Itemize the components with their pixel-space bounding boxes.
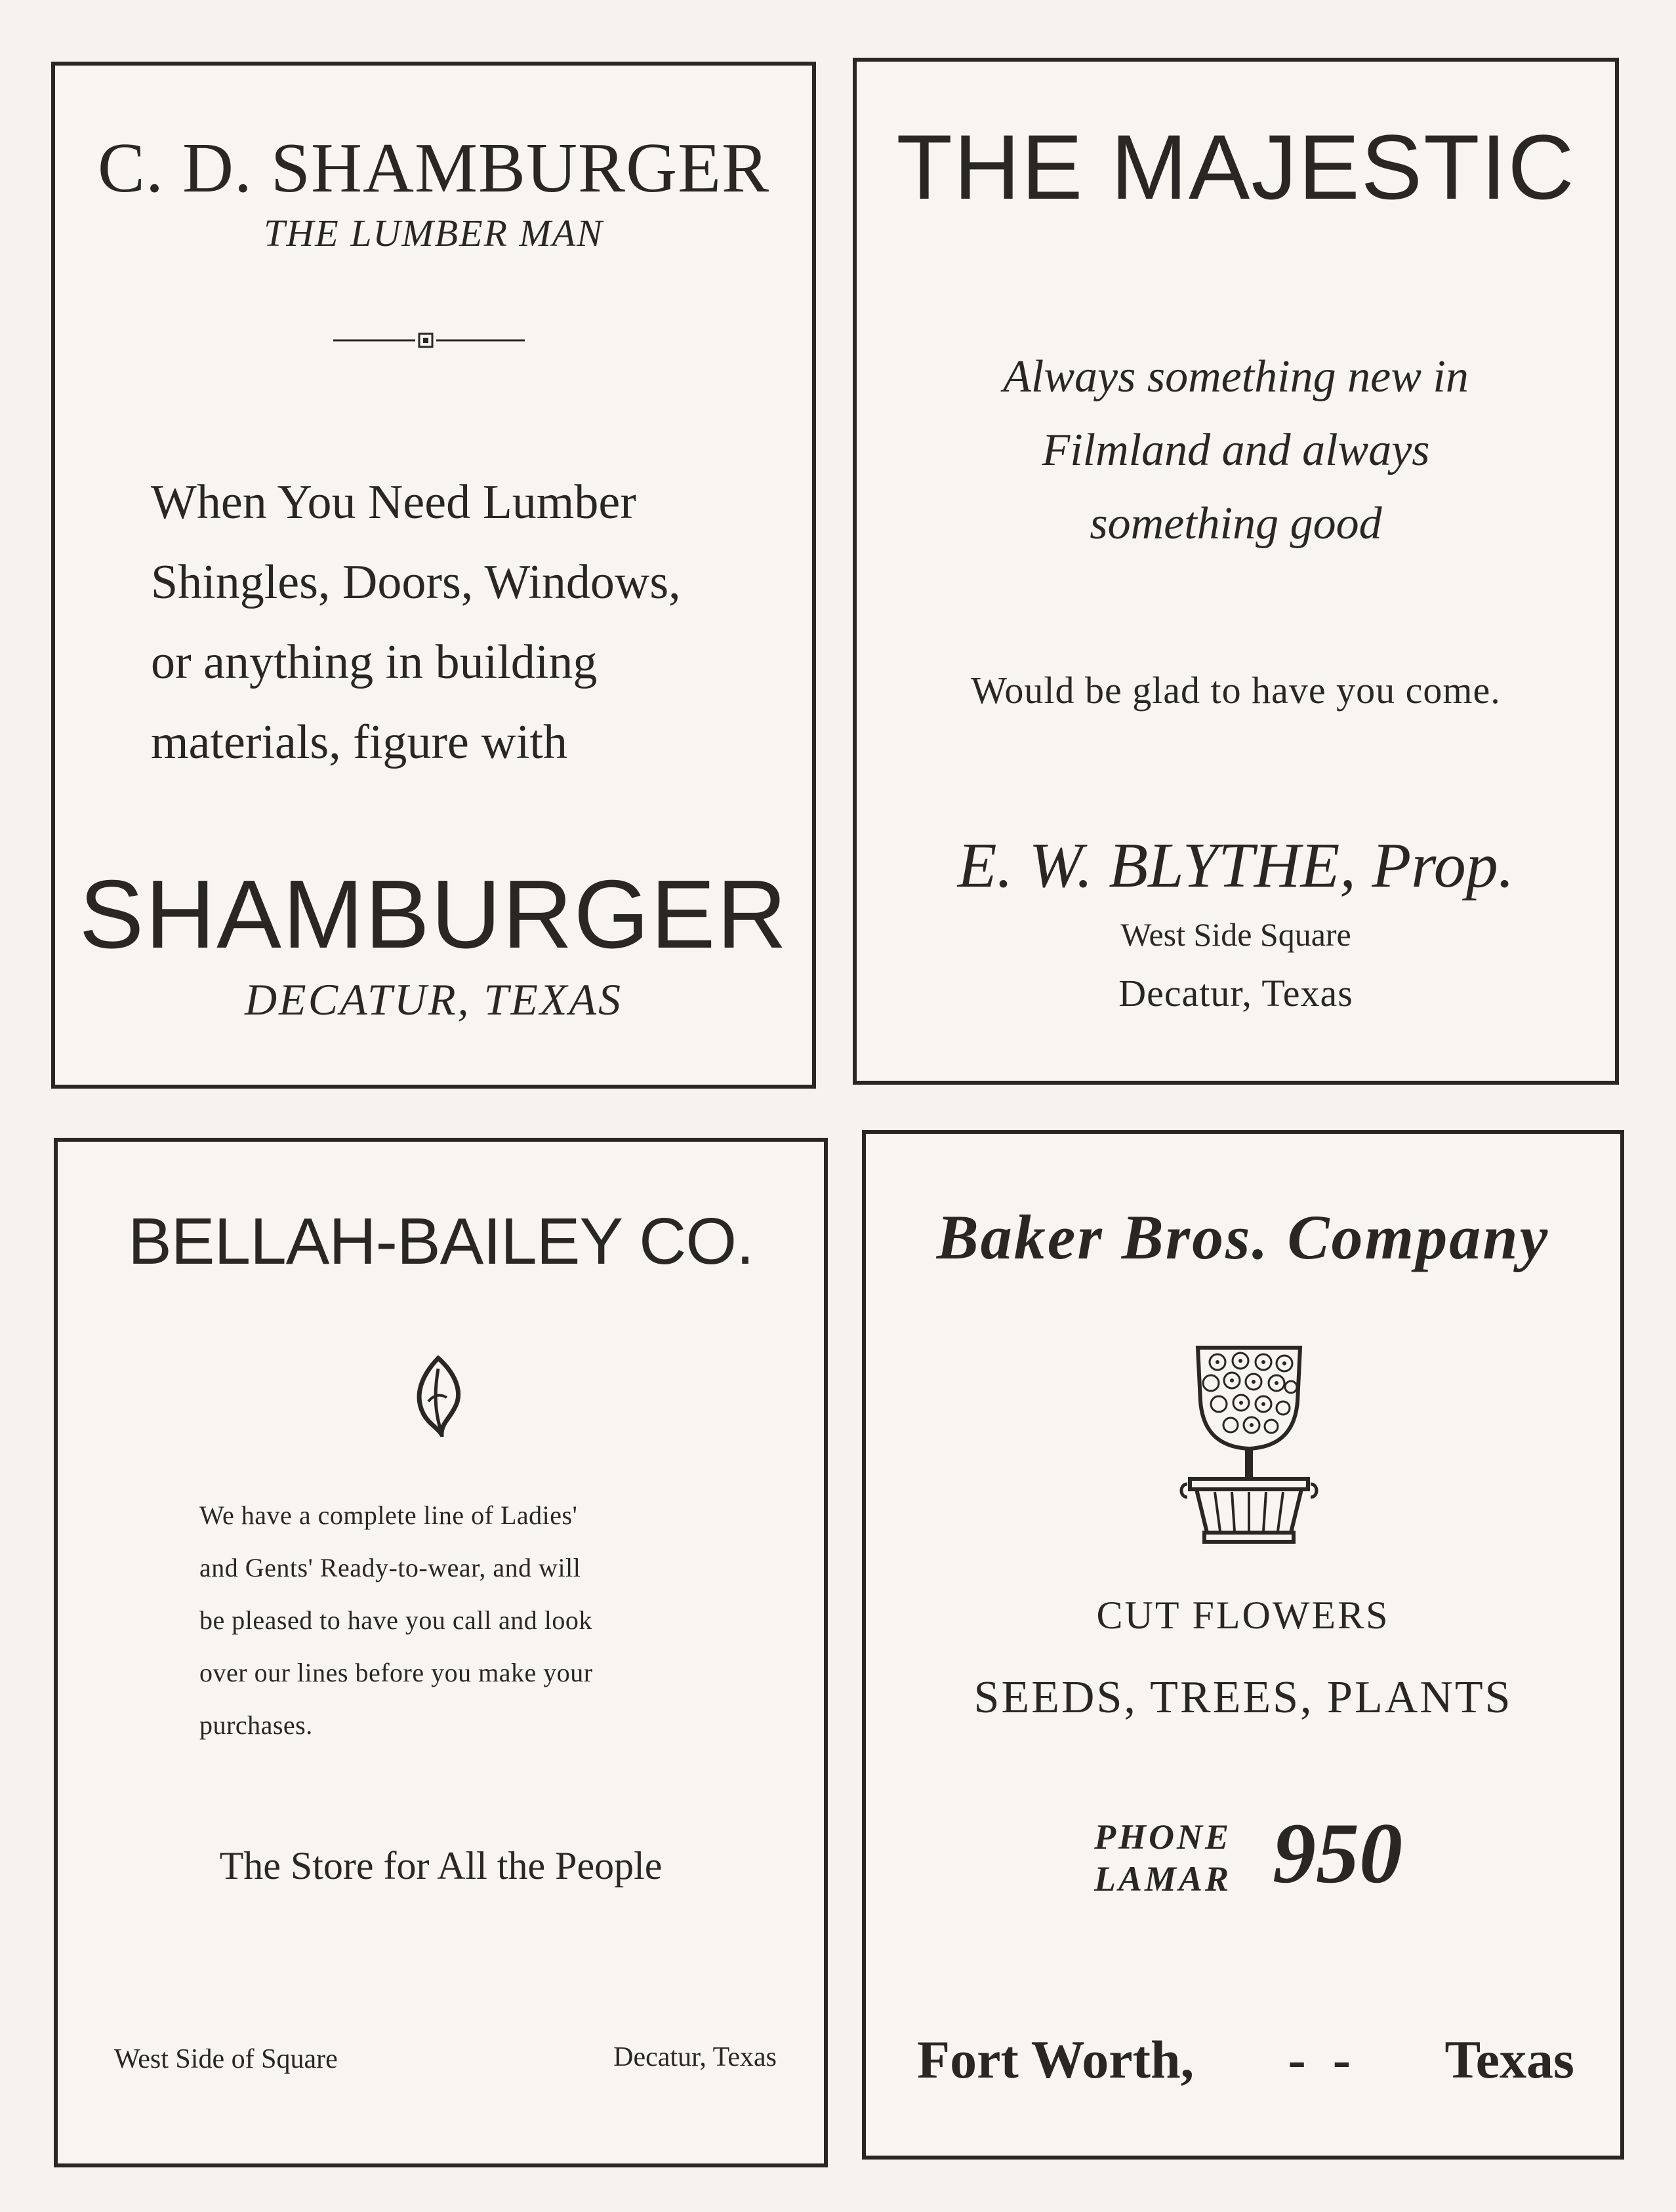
shamburger-body-line: materials, figure with — [151, 715, 567, 769]
majestic-city: Decatur, Texas — [1118, 972, 1353, 1015]
bellah-bailey-slogan: The Store for All the People — [219, 1844, 663, 1887]
potted-tree-icon — [1178, 1342, 1320, 1546]
majestic-ad — [853, 58, 1619, 1085]
bellah-bailey-body-line: and Gents' Ready-to-wear, and will — [199, 1553, 581, 1582]
bellah-bailey-city: Decatur, Texas — [613, 2042, 777, 2072]
bellah-bailey-body-line: purchases. — [199, 1710, 313, 1740]
baker-bros-line1: CUT FLOWERS — [1096, 1594, 1390, 1637]
phone-number: 950 — [1273, 1805, 1402, 1901]
shamburger-city: DECATUR, TEXAS — [245, 975, 623, 1024]
baker-bros-location — [917, 2029, 1574, 2091]
bellah-bailey-address: West Side of Square — [114, 2044, 338, 2074]
shamburger-body-line: or anything in building — [151, 635, 598, 689]
shamburger-big-name: SHAMBURGER — [79, 860, 788, 969]
majestic-slogan-line: Filmland and always — [1042, 425, 1430, 475]
majestic-proprietor: E. W. BLYTHE, Prop. — [957, 830, 1515, 901]
baker-bros-phone — [866, 1805, 1620, 1914]
leaf-ornament-icon — [409, 1356, 468, 1437]
bellah-bailey-ad — [54, 1138, 828, 2167]
phone-word: PHONE — [1094, 1817, 1232, 1857]
shamburger-tagline: THE LUMBER MAN — [264, 212, 603, 254]
bellah-bailey-body — [199, 1489, 688, 1752]
bellah-bailey-body-line: be pleased to have you call and look — [199, 1605, 592, 1635]
majestic-slogan — [857, 340, 1615, 561]
majestic-slogan-line: something good — [1090, 498, 1382, 549]
baker-bros-state: Texas — [1444, 2030, 1574, 2089]
phone-exchange: LAMAR — [1094, 1859, 1232, 1899]
shamburger-body-line: When You Need Lumber — [151, 475, 636, 529]
baker-bros-separator: - - — [1288, 2030, 1351, 2089]
baker-bros-line2: SEEDS, TREES, PLANTS — [973, 1672, 1513, 1723]
shamburger-name: C. D. SHAMBURGER — [97, 129, 770, 207]
majestic-name: THE MAJESTIC — [896, 115, 1576, 218]
baker-bros-ad — [862, 1130, 1624, 2160]
majestic-invite: Would be glad to have you come. — [971, 669, 1501, 712]
bellah-bailey-body-line: over our lines before you make your — [199, 1658, 593, 1687]
majestic-slogan-line: Always something new in — [1003, 352, 1469, 402]
shamburger-body-line: Shingles, Doors, Windows, — [151, 555, 681, 609]
baker-bros-name: Baker Bros. Company — [936, 1202, 1550, 1272]
bellah-bailey-body-line: We have a complete line of Ladies' — [199, 1500, 578, 1530]
ornamental-rule-icon — [333, 331, 525, 350]
shamburger-body — [151, 462, 781, 782]
majestic-address: West Side Square — [1120, 916, 1351, 953]
shamburger-ad — [51, 62, 816, 1089]
baker-bros-city: Fort Worth, — [917, 2030, 1195, 2089]
bellah-bailey-name: BELLAH-BAILEY CO. — [128, 1205, 754, 1278]
baker-bros-phone-label — [1094, 1816, 1231, 1900]
